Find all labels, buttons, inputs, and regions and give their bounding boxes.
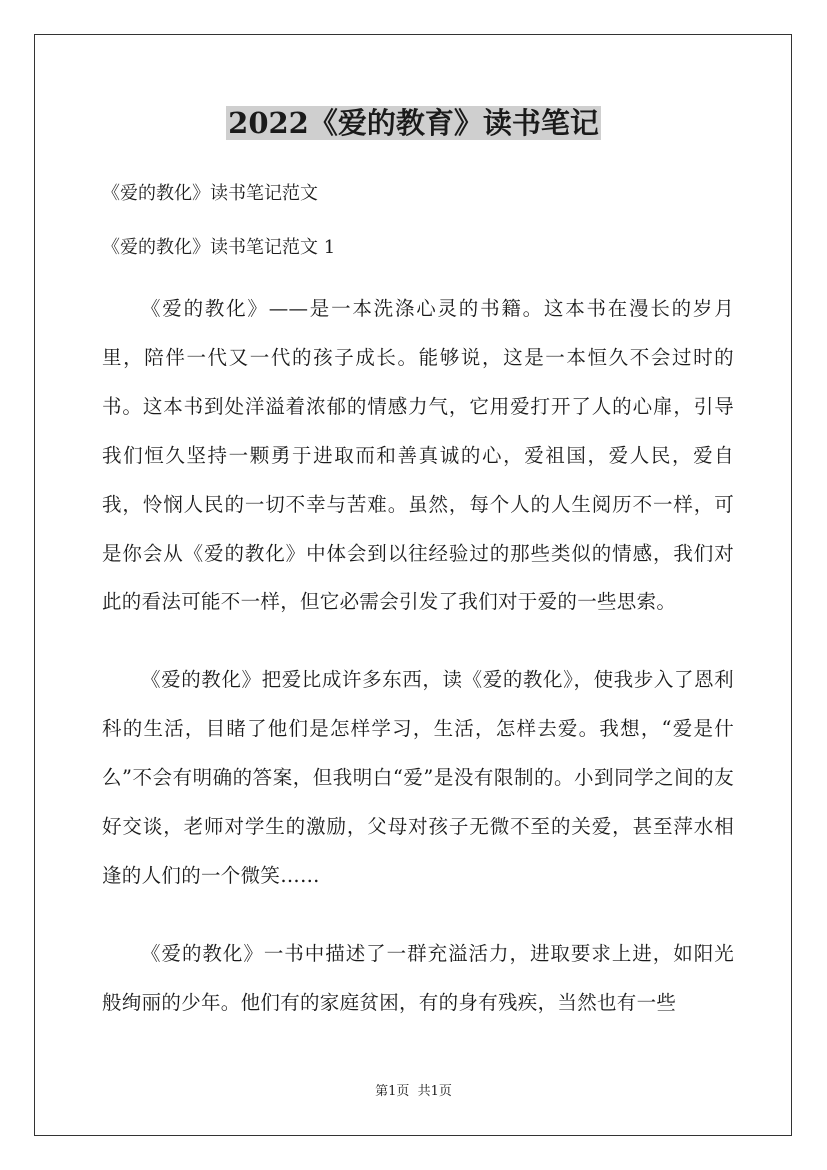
paragraph-2: 《爱的教化》把爱比成许多东西，读《爱的教化》，使我步入了恩利科的生活，目睹了他们是怎样学习，生活，怎样去爱。我想，“爱是什么”不会有明确的答案，但我明白“爱”是没有限制的。小到同学之间的友好交谈，老师对学生的激励，父母对孩子无微不至的关爱，甚至萍水相逢的人们的一个微笑……	[102, 668, 734, 887]
document-title	[0, 103, 827, 143]
document-title-text: 2022《爱的教育》读书笔记	[228, 106, 599, 140]
paragraph-1: 《爱的教化》——是一本洗涤心灵的书籍。这本书在漫长的岁月里，陪伴一代又一代的孩子成长。能够说，这是一本恒久不会过时的书。这本书到处洋溢着浓郁的情感力气，它用爱打开了人的心扉，引导我们恒久坚持一颗勇于进取而和善真诚的心，爱祖国，爱人民，爱自我，怜悯人民的一切不幸与苦难。虽然，每个人的人生阅历不一样，可是你会从《爱的教化》中体会到以往经验过的那些类似的情感，我们对此的看法可能不一样，但它必需会引发了我们对于爱的一些思索。	[102, 297, 734, 614]
subheading-1: 《爱的教化》读书笔记范文	[102, 183, 318, 204]
page-footer: 第1页 共1页	[375, 1084, 452, 1099]
subheading-2: 《爱的教化》读书笔记范文 1	[102, 237, 336, 258]
paragraph-3: 《爱的教化》一书中描述了一群充溢活力，进取要求上进，如阳光般绚丽的少年。他们有的家庭贫困，有的身有残疾，当然也有一些	[102, 941, 734, 1014]
document-body	[102, 285, 734, 1057]
